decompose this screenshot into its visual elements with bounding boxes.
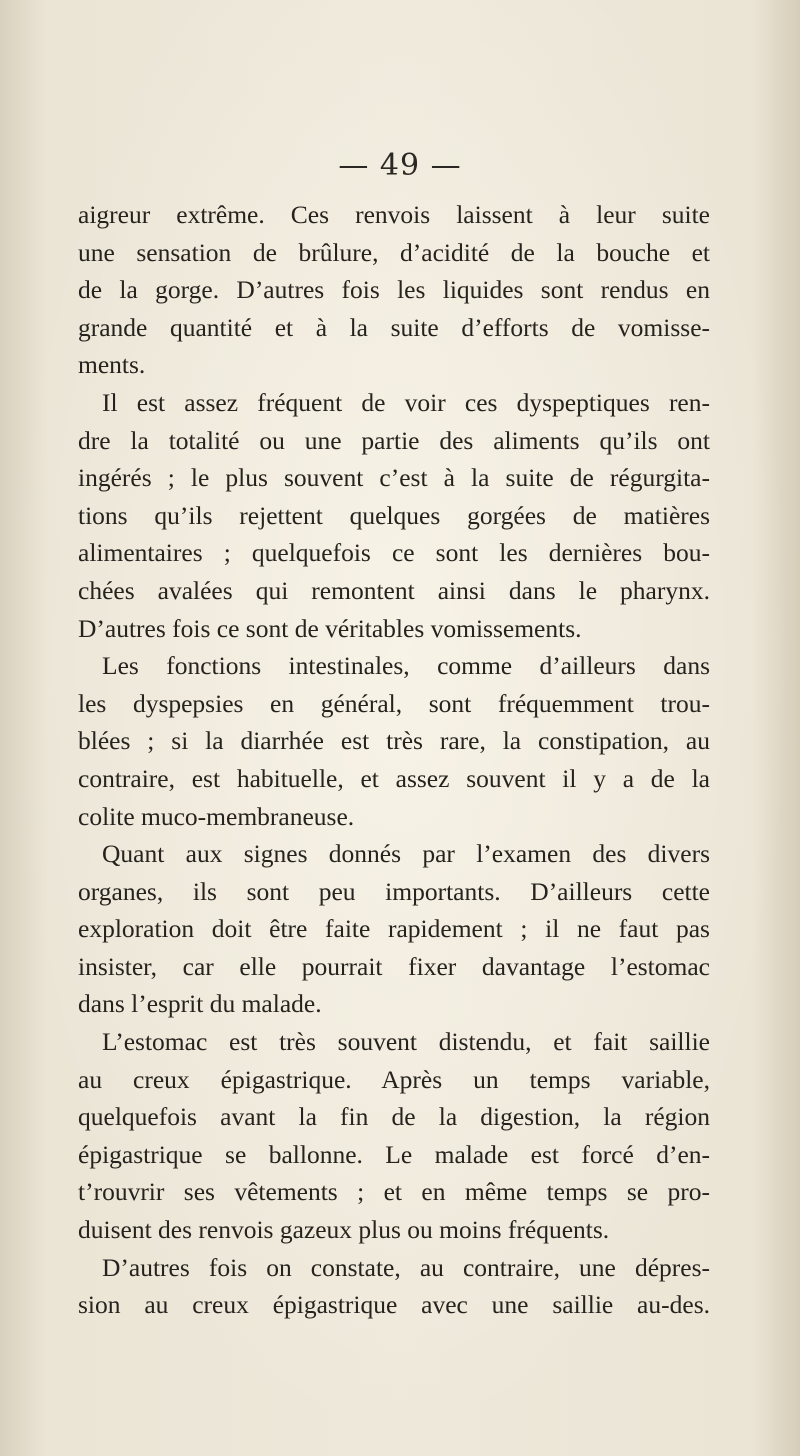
body-text	[78, 196, 710, 1324]
text-line: dans l’esprit du malade.	[78, 989, 322, 1019]
text-line: épigastrique se ballonne. Le malade est forcé d’en-	[78, 1139, 710, 1169]
text-line: ingérés ; le plus souvent c’est à la suite de régurgita-	[78, 463, 710, 493]
text-line: Les fonctions intestinales, comme d’ailleurs dans	[102, 651, 710, 681]
text-line: de la gorge. D’autres fois les liquides sont rendus en	[78, 275, 710, 305]
text-line: chées avalées qui remontent ainsi dans le pharynx.	[78, 575, 710, 605]
text-line: organes, ils sont peu importants. D’ailleurs cette	[78, 876, 710, 906]
text-line: colite muco-membraneuse.	[78, 801, 355, 831]
text-line: Quant aux signes donnés par l’examen des divers	[102, 839, 710, 869]
text-line: exploration doit être faite rapidement ; il ne faut pas	[78, 914, 710, 944]
text-line: L’estomac est très souvent distendu, et fait saillie	[102, 1027, 710, 1057]
text-line: aigreur extrême. Ces renvois laissent à leur suite	[78, 200, 710, 229]
text-line: quelquefois avant la fin de la digestion, la région	[78, 1102, 710, 1132]
text-line: au creux épigastrique. Après un temps variable,	[78, 1064, 710, 1094]
page-number: — 49 —	[338, 148, 462, 183]
text-line: tions qu’ils rejettent quelques gorgées de matières	[78, 500, 710, 530]
text-line: les dyspepsies en général, sont fréquemment trou-	[78, 688, 710, 718]
text-line: ments.	[78, 350, 146, 380]
text-line: D’autres fois ce sont de véritables vomissements.	[78, 613, 582, 643]
text-line: Il est assez fréquent de voir ces dyspeptiques ren-	[102, 387, 710, 417]
text-line: une sensation de brûlure, d’acidité de la bouche et	[78, 237, 710, 267]
text-line: D’autres fois on constate, au contraire, une dépres-	[102, 1252, 710, 1282]
text-line: duisent des renvois gazeux plus ou moins fréquents.	[78, 1215, 610, 1245]
text-line: grande quantité et à la suite d’efforts de vomisse-	[78, 312, 710, 342]
text-line: contraire, est habituelle, et assez souvent il y a de la	[78, 763, 710, 793]
text-line: sion au creux épigastrique avec une saillie au-des.	[78, 1290, 710, 1320]
text-line: dre la totalité ou une partie des aliments qu’ils ont	[78, 425, 710, 455]
text-line: insister, car elle pourrait fixer davantage l’estomac	[78, 951, 710, 981]
text-line: blées ; si la diarrhée est très rare, la constipation, au	[78, 726, 710, 756]
text-line: t’rouvrir ses vêtements ; et en même temps se pro-	[78, 1177, 710, 1207]
text-line: alimentaires ; quelquefois ce sont les dernières bou-	[78, 538, 710, 568]
